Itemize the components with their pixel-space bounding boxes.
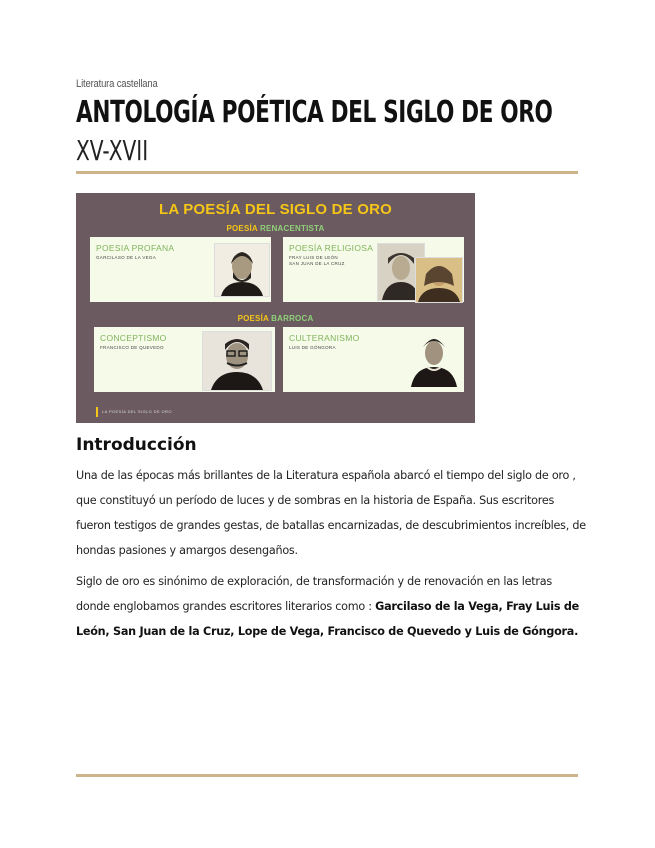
gongora-portrait-icon bbox=[407, 333, 461, 387]
section-type: BARROCA bbox=[271, 314, 314, 323]
card-title: POESIA PROFANA bbox=[96, 243, 175, 253]
intro-paragraph-1: Una de las épocas más brillantes de la Literatura española abarcó el tiempo del siglo de oro , que constituyó un período de luces y de sombras en la historia de España. Sus escritores fueron testigos de grandes gestas, de batallas encarnizadas, de descubrimientos increíbles, de hondas pasiones y amargos desengaños. bbox=[76, 469, 586, 557]
period-subtitle: XV-XVII bbox=[76, 134, 149, 167]
card-author: LUIS DE GÓNGORA bbox=[289, 345, 336, 350]
kicker-text: Literatura castellana bbox=[76, 78, 158, 90]
section-type: RENACENTISTA bbox=[260, 224, 325, 233]
quevedo-portrait-icon bbox=[202, 331, 272, 391]
section-word: POESÍA bbox=[237, 314, 269, 323]
card-poesia-religiosa bbox=[283, 237, 464, 302]
intro-paragraph-2 bbox=[76, 569, 586, 644]
bottom-divider bbox=[76, 774, 578, 777]
card-title: CONCEPTISMO bbox=[100, 333, 167, 343]
card-conceptismo bbox=[94, 327, 275, 392]
card-culteranismo bbox=[283, 327, 464, 392]
section-label-barroca bbox=[76, 314, 475, 323]
card-title: CULTERANISMO bbox=[289, 333, 360, 343]
author-list: Garcilaso de la Vega, Fray Luis de León, San Juan de la Cruz, Lope de Vega, Francisco de Quevedo y Luis de Góngora. bbox=[76, 600, 579, 638]
section-word: POESÍA bbox=[226, 224, 258, 233]
section-label-renacentista bbox=[76, 224, 475, 233]
banner-title: LA POESÍA DEL SIGLO DE ORO bbox=[158, 201, 392, 218]
banner-footer: LA POESÍA DEL SIGLO DE ORO bbox=[96, 407, 172, 417]
card-poesia-profana bbox=[90, 237, 271, 302]
garcilaso-portrait-icon bbox=[214, 243, 270, 297]
san-juan-portrait-icon bbox=[415, 257, 463, 303]
document-title: ANTOLOGÍA POÉTICA DEL SIGLO DE ORO bbox=[76, 95, 553, 130]
card-author: FRAY LUIS DE LEÓN SAN JUAN DE LA CRUZ bbox=[289, 255, 345, 266]
top-divider bbox=[76, 171, 578, 174]
card-title: POESÍA RELIGIOSA bbox=[289, 243, 374, 253]
card-author: FRANCISCO DE QUEVEDO bbox=[100, 345, 164, 350]
infographic-banner bbox=[76, 193, 475, 423]
card-author: GARCILASO DE LA VEGA bbox=[96, 255, 157, 260]
section-heading: Introducción bbox=[76, 435, 197, 455]
paragraph-text: Siglo de oro es sinónimo de exploración, de transformación y de renovación en las letras donde englobamos grandes escritores literarios como : bbox=[76, 575, 552, 613]
